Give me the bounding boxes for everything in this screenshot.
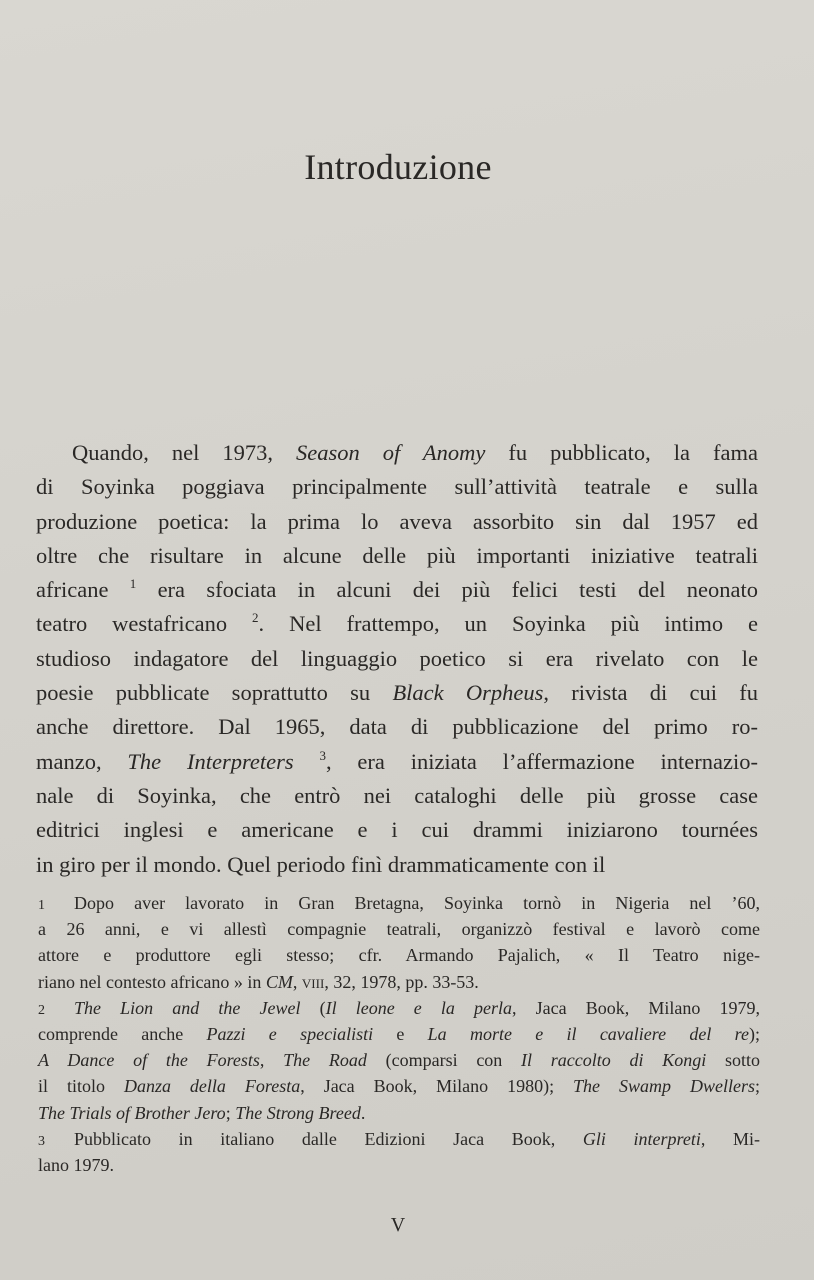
body-line: produzione poetica: la prima lo aveva assorbito sin dal 1957 ed	[36, 508, 758, 534]
footnote-line: A Dance of the Forests, The Road (comparsi con Il raccolto di Kongi sotto	[38, 1050, 760, 1071]
footnote-line: a 26 anni, e vi allestì compagnie teatrali, organizzò festival e lavorò come	[38, 919, 760, 940]
body-line: anche direttore. Dal 1965, data di pubblicazione del primo ro-	[36, 714, 758, 740]
footnote-line: 3 Pubblicato in italiano dalle Edizioni Jaca Book, Gli interpreti, Mi-	[38, 1128, 761, 1149]
body-line: manzo, The Interpreters $^3$, era iniziata l’affermazione internazio-	[36, 747, 758, 774]
body-line: nale di Soyinka, che entrò nei cataloghi delle più grosse case	[36, 782, 758, 808]
body-line: Quando, nel 1973, Season of Anomy fu pubblicato, la fama	[72, 440, 758, 465]
body-line: poesie pubblicate soprattutto su Black Orpheus, rivista di cui fu	[36, 680, 758, 706]
body-line: in giro per il mondo. Quel periodo finì drammaticamente con il	[36, 851, 606, 877]
body-line: di Soyinka poggiava principalmente sull’attività teatrale e sulla	[36, 474, 758, 500]
footnote-line: comprende anche Pazzi e specialisti e La morte e il cavaliere del re);	[38, 1023, 761, 1044]
page-number: V	[390, 1214, 406, 1236]
footnote-line: The Trials of Brother Jero; The Strong Breed.	[38, 1102, 366, 1123]
footnote-line: 2 The Lion and the Jewel (Il leone e la perla, Jaca Book, Milano 1979,	[38, 997, 761, 1018]
footnotes	[38, 890, 760, 1178]
body-line: editrici inglesi e americane e i cui drammi iniziarono tournées	[36, 817, 758, 843]
body-line: teatro westafricano $^2$. Nel frattempo, un Soyinka più intimo e	[36, 610, 758, 637]
page-title: Introduzione	[304, 147, 492, 187]
footnote-line: riano nel contesto africano » in CM, viii, 32, 1978, pp. 33-53.	[38, 971, 479, 992]
footnote-line: il titolo Danza della Foresta, Jaca Book, Milano 1980); The Swamp Dwellers;	[38, 1076, 760, 1097]
body-text	[36, 436, 758, 882]
body-line: oltre che risultare in alcune delle più importanti iniziative teatrali	[36, 542, 758, 568]
footnote-line: lano 1979.	[38, 1154, 114, 1175]
body-line: studioso indagatore del linguaggio poetico si era rivelato con le	[36, 645, 758, 671]
footnote-line: attore e produttore egli stesso; cfr. Armando Pajalich, « Il Teatro nige-	[38, 945, 760, 966]
footnote-line: 1 Dopo aver lavorato in Gran Bretagna, Soyinka tornò in Nigeria nel ’60,	[38, 893, 760, 913]
body-line: africane $^1$ era sfociata in alcuni dei più felici testi del neonato	[36, 576, 758, 603]
